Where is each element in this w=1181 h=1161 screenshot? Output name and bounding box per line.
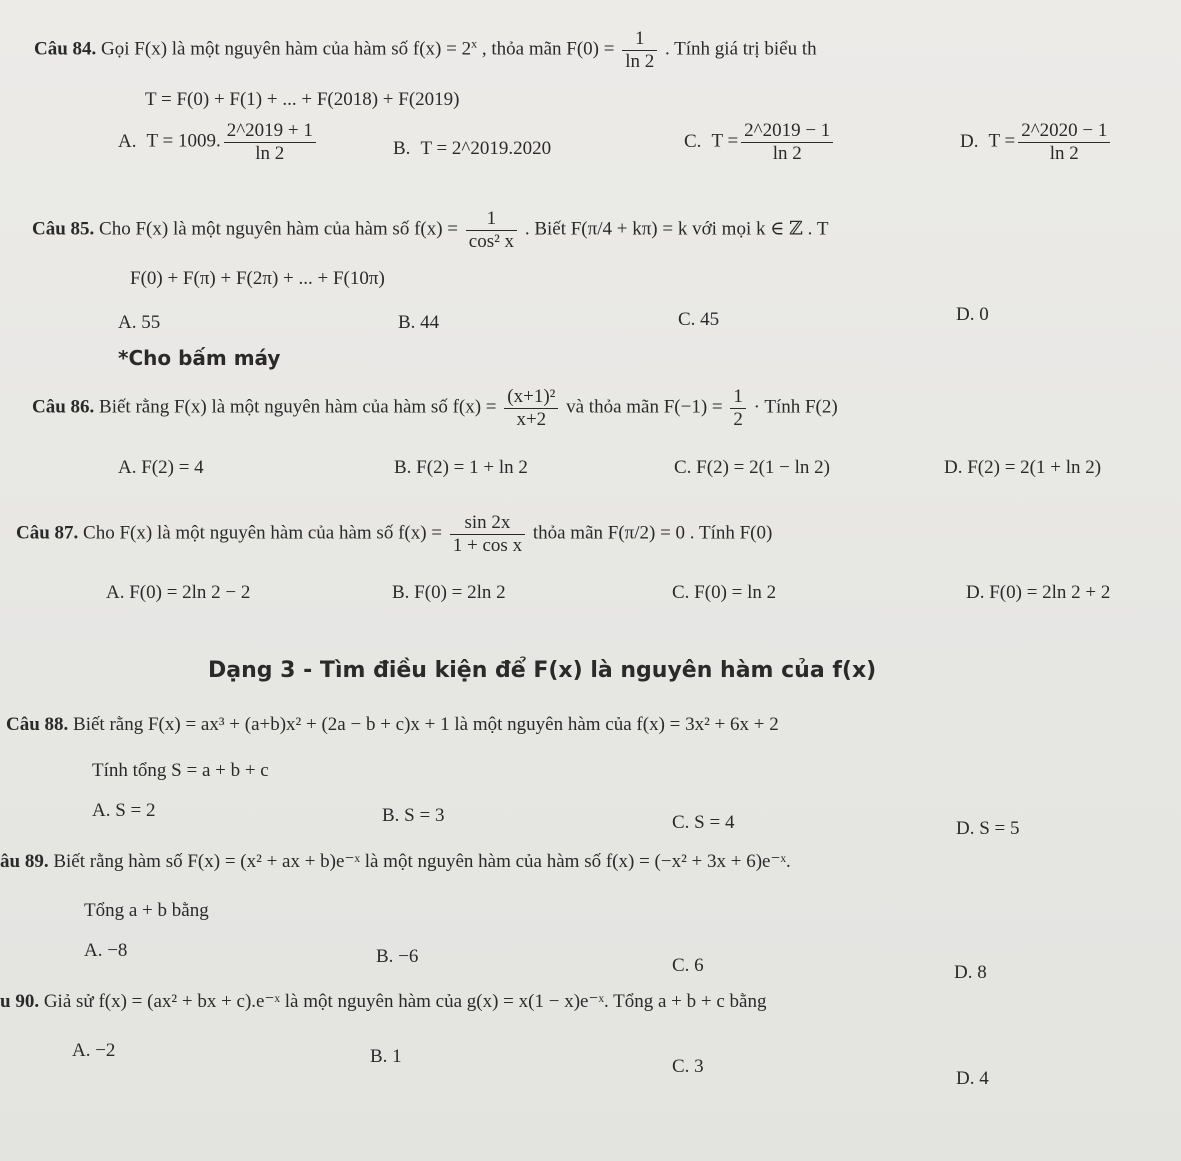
- question-89-option-b: B. −6: [376, 946, 419, 967]
- question-87-label: Câu 87.: [16, 522, 79, 544]
- question-90-option-a: A. −2: [72, 1040, 116, 1061]
- question-90-option-d: D. 4: [956, 1068, 989, 1089]
- question-88-option-d: D. S = 5: [956, 818, 1020, 839]
- question-84-text2: , thỏa mãn F(0) =: [481, 38, 615, 60]
- question-89-stem: âu 89. Biết rằng hàm số F(x) = (x² + ax + b)e⁻ˣ là một nguyên hàm của hàm số f(x) = (−x² + 3x + 6)e⁻ˣ.: [0, 851, 791, 872]
- question-88-stem: Câu 88. Biết rằng F(x) = ax³ + (a+b)x² + (2a − b + c)x + 1 là một nguyên hàm của f(x) = 3x² + 6x + 2: [6, 714, 779, 735]
- question-90-option-b: B. 1: [370, 1046, 402, 1067]
- question-90-label: u 90.: [0, 991, 40, 1012]
- question-88-option-c: C. S = 4: [672, 812, 735, 833]
- question-87-stem: Câu 87. Cho F(x) là một nguyên hàm của hàm số f(x) = $\frac{\sin 2x}{\text{1 + cos x}}$ thỏa mãn F(π/2) = 0 . Tính F(0): [16, 512, 773, 556]
- question-84-expression: T = F(0) + F(1) + ... + F(2018) + F(2019): [145, 89, 460, 110]
- question-85-option-b: B. 44: [398, 312, 440, 333]
- question-90-option-c: C. 3: [672, 1056, 704, 1077]
- section-heading: Dạng 3 - Tìm điều kiện để F(x) là nguyên hàm của f(x): [208, 658, 877, 683]
- question-84-exponent: x: [471, 36, 478, 51]
- question-87-option-c: C. F(0) = ln 2: [672, 582, 777, 603]
- question-86-option-b: B. F(2) = 1 + ln 2: [394, 457, 528, 478]
- question-89-option-d: D. 8: [954, 962, 987, 983]
- question-84-option-c: C. T = $\frac{2\^{}2019 - 1}{\ln 2}$: [684, 120, 836, 165]
- question-86-option-a: A. F(2) = 4: [118, 457, 204, 478]
- question-88-label: Câu 88.: [6, 714, 69, 735]
- question-85-option-c: C. 45: [678, 309, 720, 330]
- question-84-stem: [34, 28, 817, 73]
- question-86-option-d: D. F(2) = 2(1 + ln 2): [944, 457, 1102, 478]
- question-88-line2: Tính tổng S = a + b + c: [92, 760, 269, 781]
- question-85-label: Câu 85.: [32, 218, 95, 240]
- question-84-label: Câu 84.: [34, 38, 97, 60]
- question-88-option-a: A. S = 2: [92, 800, 156, 821]
- question-85-stem: Câu 85. Cho F(x) là một nguyên hàm của hàm số f(x) = $\frac{1}{\text{cos² x}}$ . Biết F(π/4 + kπ) = k với mọi k ∈ ℤ . T: [32, 208, 829, 252]
- question-87-option-b: B. F(0) = 2ln 2: [392, 582, 506, 603]
- question-86-fraction: $\frac{\text{(x+1)²}}{x+2}$: [504, 386, 558, 431]
- question-84-fraction: $\frac{1}{\ln 2}$: [622, 28, 657, 73]
- question-86-stem: Câu 86. Biết rằng F(x) là một nguyên hàm của hàm số f(x) = $\frac{\text{(x+1)²}}{x+2}$ và thỏa mãn F(−1) = $\frac{1}{2}$ · Tính F(2): [32, 386, 838, 430]
- question-86-label: Câu 86.: [32, 396, 95, 418]
- question-90-stem: u 90. Giả sử f(x) = (ax² + bx + c).e⁻ˣ là một nguyên hàm của g(x) = x(1 − x)e⁻ˣ. Tổng a + b + c bằng: [0, 991, 767, 1012]
- question-87-fraction: $\frac{\sin 2x}{\text{1 + cos x}}$: [450, 512, 525, 557]
- question-85-option-a: A. 55: [118, 312, 161, 333]
- question-84-option-d: D. T = $\frac{2\^{}2020 - 1}{\ln 2}$: [960, 120, 1113, 165]
- question-87-option-d: D. F(0) = 2ln 2 + 2: [966, 582, 1111, 603]
- question-87-option-a: A. F(0) = 2ln 2 − 2: [106, 582, 251, 603]
- question-85-expression: F(0) + F(π) + F(2π) + ... + F(10π): [130, 268, 385, 289]
- question-85-fraction: $\frac{1}{\text{cos² x}}$: [466, 208, 517, 253]
- question-84-option-b: B. T = 2^2019.2020: [393, 138, 552, 159]
- question-86-option-c: C. F(2) = 2(1 − ln 2): [674, 457, 831, 478]
- question-89-option-c: C. 6: [672, 955, 704, 976]
- question-84-text1: Gọi F(x) là một nguyên hàm của hàm số f(x) = 2: [101, 38, 472, 60]
- question-84-option-a: A. T = 1009. $\frac{2\^{}2019 + 1}{\ln 2}$: [118, 120, 319, 165]
- question-88-option-b: B. S = 3: [382, 805, 445, 826]
- question-84-text3: . Tính giá trị biểu th: [665, 38, 817, 60]
- question-89-label: âu 89.: [0, 851, 49, 872]
- question-89-option-a: A. −8: [84, 940, 128, 961]
- calculator-note: *Cho bấm máy: [118, 346, 281, 370]
- question-89-line2: Tổng a + b bằng: [84, 900, 209, 921]
- question-85-option-d: D. 0: [956, 304, 989, 325]
